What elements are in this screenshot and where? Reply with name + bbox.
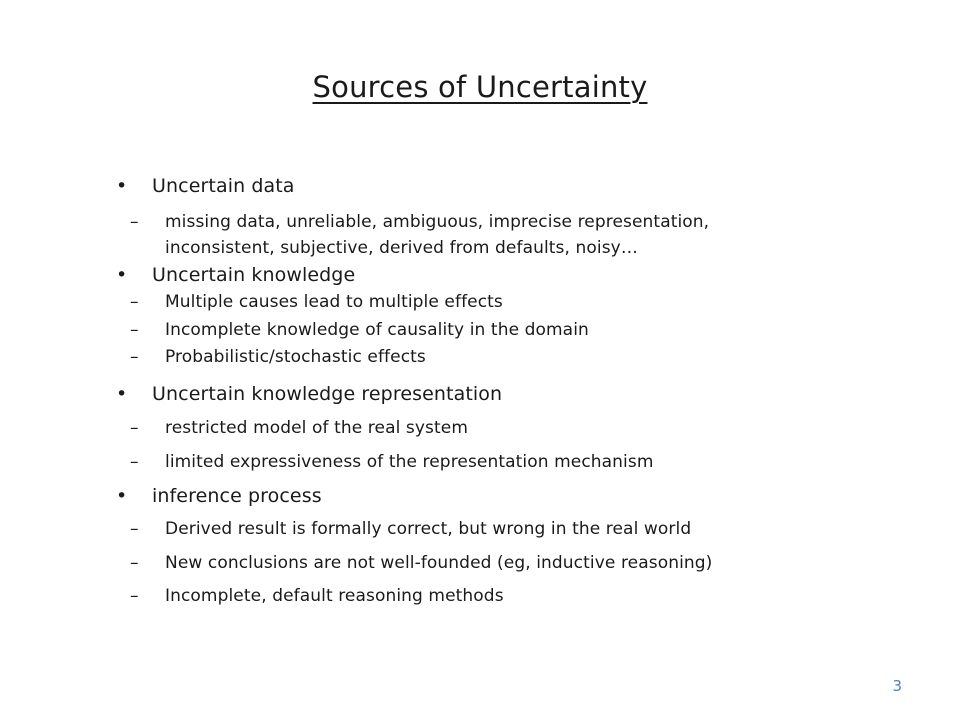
bullet-icon: •: [116, 175, 128, 197]
slide-title: Sources of Uncertainty: [312, 70, 648, 104]
bullet-icon: •: [116, 264, 128, 286]
sub-bullet-text: restricted model of the real system: [165, 418, 468, 438]
dash-icon: –: [130, 418, 139, 438]
bullet-icon: •: [116, 485, 128, 507]
dash-icon: –: [130, 553, 139, 573]
sub-bullet-text: missing data, unreliable, ambiguous, imprecise representation,: [165, 212, 710, 232]
sub-bullet-text: Incomplete knowledge of causality in the domain: [165, 320, 589, 340]
bullet-heading: inference process: [152, 485, 322, 507]
dash-icon: –: [130, 586, 139, 606]
sub-bullet-text-continued: inconsistent, subjective, derived from defaults, noisy…: [165, 238, 638, 258]
dash-icon: –: [130, 212, 139, 232]
bullet-heading: Uncertain knowledge: [152, 264, 356, 286]
sub-bullet-text: Multiple causes lead to multiple effects: [165, 292, 503, 312]
dash-icon: –: [130, 452, 139, 472]
bullet-icon: •: [116, 383, 128, 405]
sub-bullet-text: Incomplete, default reasoning methods: [165, 586, 504, 606]
dash-icon: –: [130, 320, 139, 340]
bullet-heading: Uncertain knowledge representation: [152, 383, 503, 405]
sub-bullet-text: Probabilistic/stochastic effects: [165, 347, 426, 367]
dash-icon: –: [130, 292, 139, 312]
dash-icon: –: [130, 347, 139, 367]
bullet-heading: Uncertain data: [152, 175, 295, 197]
sub-bullet-text: limited expressiveness of the representation mechanism: [165, 452, 654, 472]
page-number: 3: [892, 677, 902, 695]
sub-bullet-text: New conclusions are not well-founded (eg, inductive reasoning): [165, 553, 713, 573]
dash-icon: –: [130, 519, 139, 539]
sub-bullet-text: Derived result is formally correct, but wrong in the real world: [165, 519, 692, 539]
